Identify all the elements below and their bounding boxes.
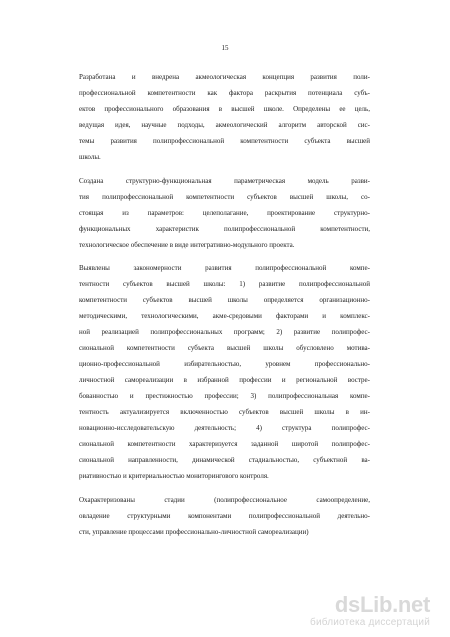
text-line: стоящая из параметров: целеполагание, проектирование структурно- — [79, 208, 370, 217]
text-line: сиональной компетентности субъекта высшей школы обусловлено мотива- — [79, 344, 370, 352]
text-line: бованностью и престижностью профессии; 3) полипрофессиональная компе- — [79, 392, 370, 400]
text-line: ектов профессионального образования в высшей школе. Определены ее цель, — [79, 105, 370, 113]
text-line: технологическое обеспечение в виде интегративно-модульного проекта. — [79, 240, 295, 249]
text-line: профессиональной компетентности как фактора раскрытия потенциала субъ- — [79, 89, 370, 97]
paragraph — [79, 260, 370, 484]
paragraph-gap — [79, 253, 370, 261]
text-line: тентности субъектов высшей школы: 1) развитие полипрофессиональной — [79, 280, 370, 288]
text-line: тия полипрофессиональной компетентности субъектов высшей школы, со- — [79, 192, 370, 201]
text-line: тентность актуализируется включенностью субъектов высшей школы в ин- — [79, 408, 370, 416]
text-line: Выявлены закономерности развития полипрофессиональной компе- — [79, 264, 370, 272]
text-line: ведущая идея, научные подходы, акмеологический алгоритм авторской сис- — [79, 121, 370, 129]
text-line: новационно-исследовательскую деятельность; 4) структура полипрофес- — [79, 424, 370, 432]
text-line: Охарактеризованы стадии (полипрофессиональное самоопределение, — [79, 495, 370, 504]
document-body — [79, 69, 370, 540]
watermark-brand: dsLib.net — [334, 592, 430, 617]
text-line: ной реализацией полипрофессиональных программ; 2) развитие полипрофес- — [79, 328, 370, 336]
text-line: риативностью и критериальностью мониторингового контроля. — [79, 472, 269, 480]
text-line: темы развития полипрофессиональной компетентности субъекта высшей — [79, 137, 370, 145]
text-line: функциональных характеристик полипрофессиональной компетентности, — [79, 224, 370, 233]
page-number: 15 — [221, 44, 229, 52]
paragraph — [79, 492, 370, 540]
text-line: методическими, технологическими, акме-средовыми факторами и комплекс- — [79, 312, 370, 320]
text-line: личностной самореализации в избранной профессии и региональной востре- — [79, 376, 370, 384]
text-line: Создана структурно-функциональная параметрическая модель разви- — [79, 176, 370, 185]
watermark — [310, 593, 430, 629]
text-line: ционно-профессиональной избирательностью, уровнем профессионально- — [79, 360, 370, 368]
text-line: сиональной компетентности характеризуется заданной широтой полипрофес- — [79, 440, 370, 448]
paragraph — [79, 173, 370, 253]
text-line: овладение структурными компонентами полипрофессиональной деятельно- — [79, 511, 370, 520]
text-line: школы. — [79, 153, 101, 161]
text-line: сти, управление процессами профессионально-личностной самореализации) — [79, 527, 309, 536]
watermark-subtitle: библиотека диссертаций — [310, 617, 430, 628]
paragraph — [79, 69, 370, 165]
text-line: сиональной направленности, динамической стадиальностью, субъектной ва- — [79, 456, 370, 464]
text-line: Разработана и внедрена акмеологическая концепция развития поли- — [79, 73, 370, 81]
paragraph-gap — [79, 484, 370, 492]
paragraph-gap — [79, 165, 370, 173]
text-line: компетентности субъектов высшей школы определяется организационно- — [79, 296, 370, 304]
